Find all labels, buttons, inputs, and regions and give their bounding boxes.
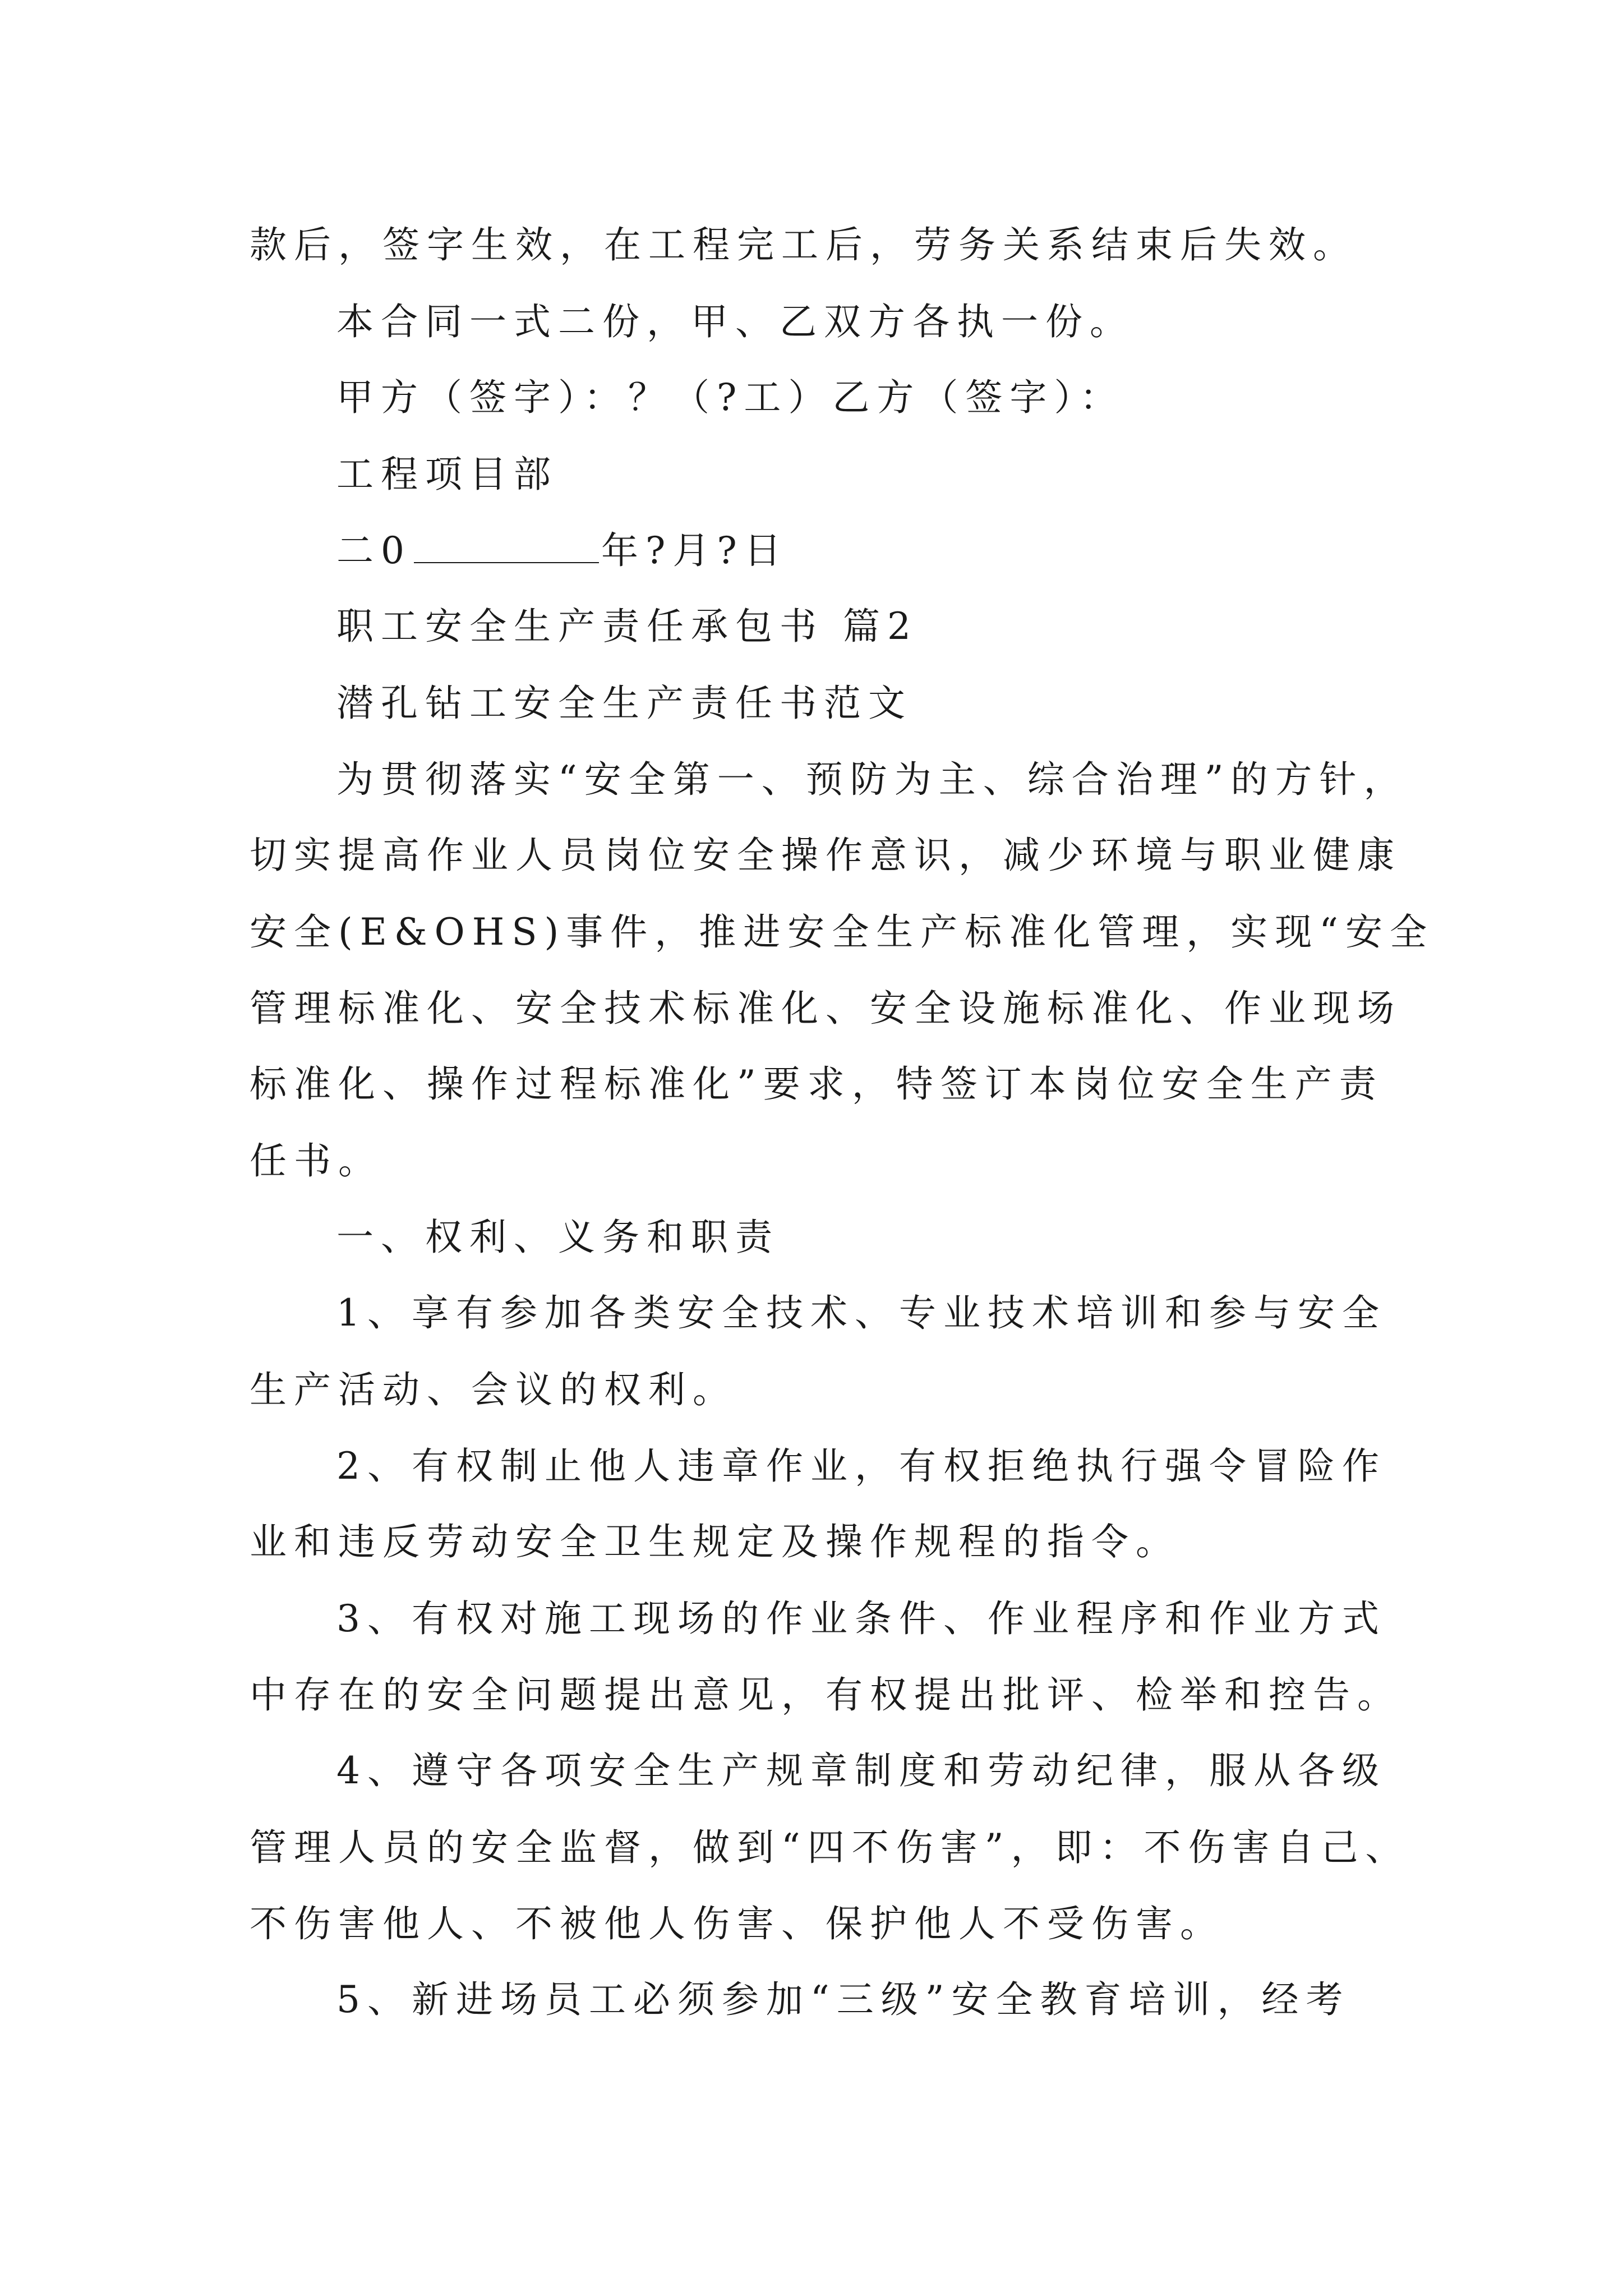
text-line: 业和违反劳动安全卫生规定及操作规程的指令。 (250, 1520, 1180, 1563)
text-line: 切实提高作业人员岗位安全操作意识，减少环境与职业健康 (250, 834, 1401, 877)
text-line: 为贯彻落实“安全第一、预防为主、综合治理”的方针， (336, 758, 1408, 801)
text-line: 管理标准化、安全技术标准化、安全设施标准化、作业现场 (250, 987, 1401, 1030)
date-prefix: 二0 (336, 529, 412, 572)
text-line: 本合同一式二份，甲、乙双方各执一份。 (336, 300, 1134, 343)
text-line: 标准化、操作过程标准化”要求，特签订本岗位安全生产责 (250, 1062, 1384, 1106)
date-suffix: 年?月?日 (601, 529, 789, 572)
date-line (336, 526, 789, 576)
text-line: 中存在的安全问题提出意见，有权提出批评、检举和控告。 (250, 1673, 1401, 1717)
text-line: 一、权利、义务和职责 (336, 1216, 780, 1259)
text-line: 甲方（签字）：？（?工）乙方（签字）： (336, 376, 1124, 419)
text-line: 工程项目部 (336, 453, 558, 496)
text-line: 3、有权对施工现场的作业条件、作业程序和作业方式 (336, 1597, 1386, 1640)
text-line: 1、享有参加各类安全技术、专业技术培训和参与安全 (336, 1291, 1386, 1335)
text-line: 5、新进场员工必须参加“三级”安全教育培训，经考 (336, 1978, 1350, 2021)
section-heading: 职工安全生产责任承包书 篇2 (336, 605, 918, 648)
document-title: 潜孔钻工安全生产责任书范文 (336, 682, 912, 725)
text-line: 不伤害他人、不被他人伤害、保护他人不受伤害。 (250, 1902, 1224, 1945)
text-line: 任书。 (250, 1139, 382, 1182)
text-line: 安全(E&OHS)事件，推进安全生产标准化管理，实现“安全 (250, 910, 1435, 954)
date-blank (414, 528, 599, 563)
text-line: 生产活动、会议的权利。 (250, 1368, 737, 1411)
text-line: 4、遵守各项安全生产规章制度和劳动纪律，服从各级 (336, 1749, 1386, 1792)
text-line: 2、有权制止他人违章作业，有权拒绝执行强令冒险作 (336, 1444, 1386, 1488)
text-line: 管理人员的安全监督，做到“四不伤害”，即：不伤害自己、 (250, 1826, 1410, 1869)
text-line: 款后，签字生效，在工程完工后，劳务关系结束后失效。 (250, 223, 1357, 266)
